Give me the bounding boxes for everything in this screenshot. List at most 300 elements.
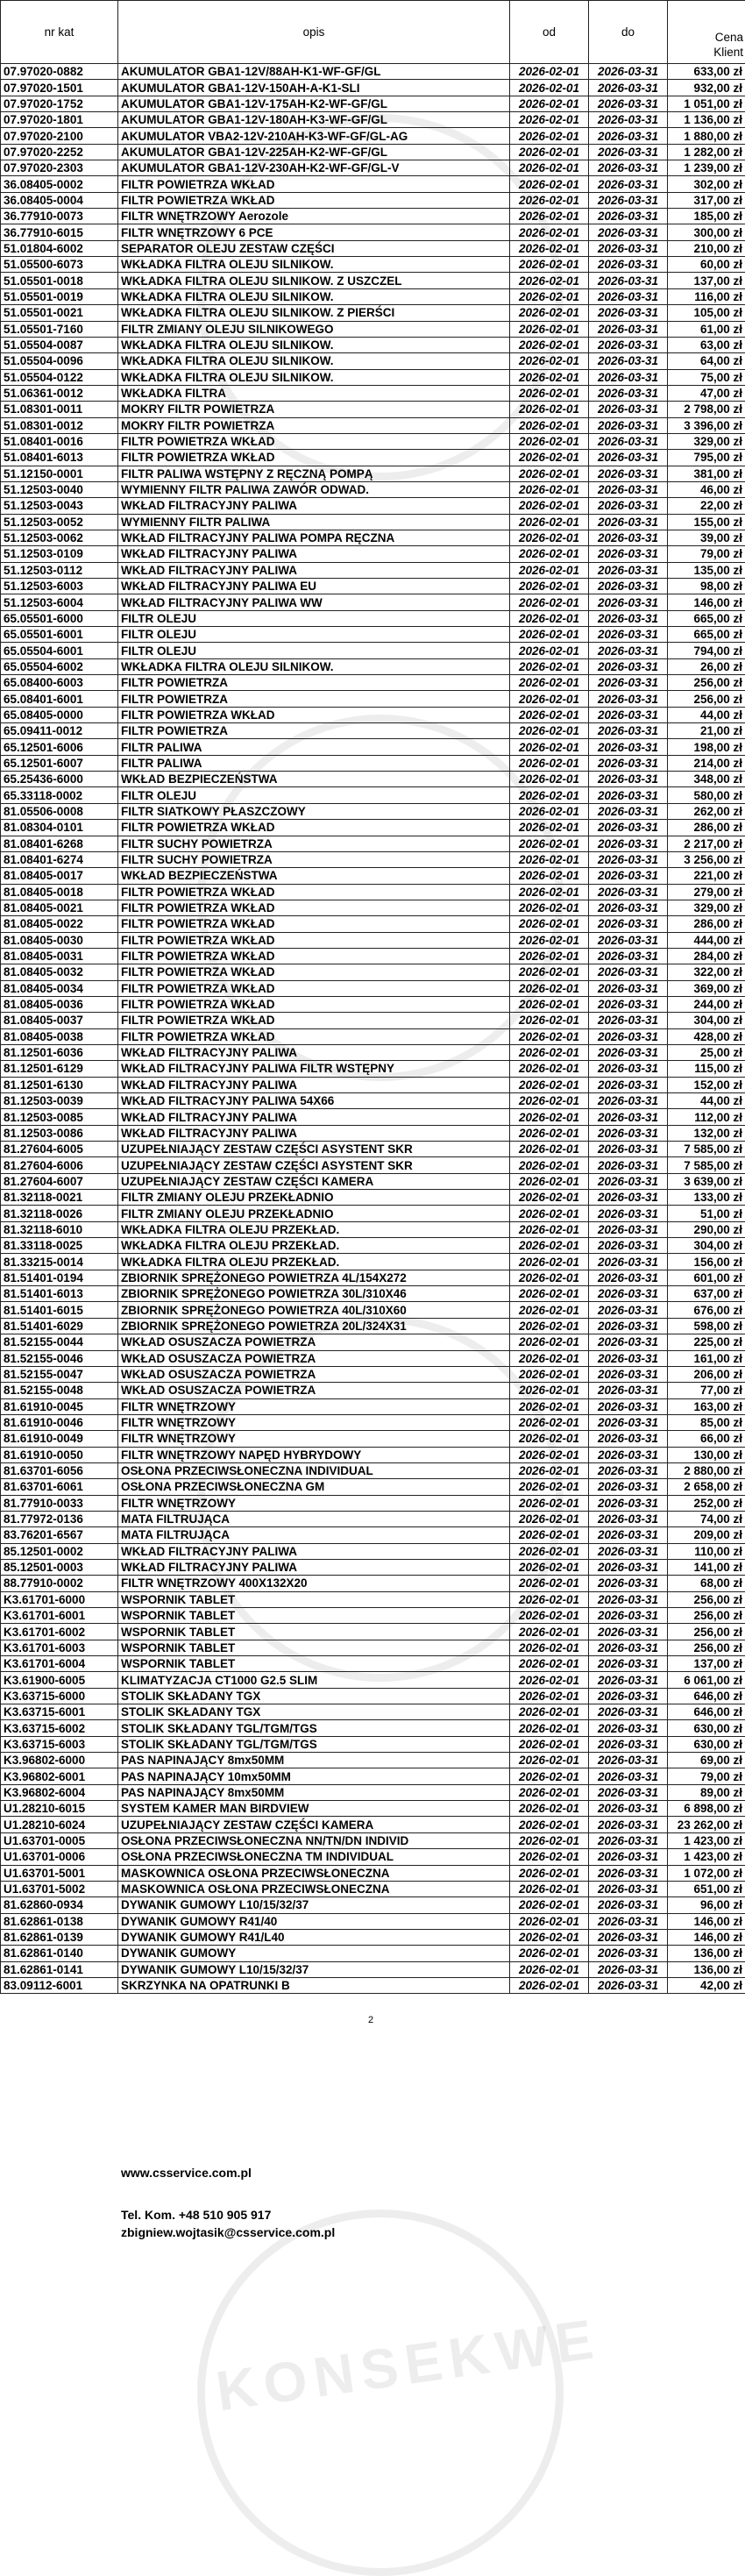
cell-do: 2026-03-31 <box>589 128 668 144</box>
cell-do: 2026-03-31 <box>589 1125 668 1141</box>
cell-cena: 300,00 zł <box>668 224 745 240</box>
table-row <box>1 498 745 514</box>
cell-od: 2026-02-01 <box>510 658 589 674</box>
cell-nr-kat: U1.63701-0006 <box>1 1849 118 1865</box>
cell-opis: PAS NAPINAJĄCY 8mx50MM <box>118 1784 510 1800</box>
cell-od: 2026-02-01 <box>510 1543 589 1559</box>
table-row <box>1 1784 745 1800</box>
cell-do: 2026-03-31 <box>589 1897 668 1913</box>
table-row <box>1 546 745 562</box>
cell-opis: FILTR OLEJU <box>118 787 510 803</box>
cell-nr-kat: 81.32118-0026 <box>1 1206 118 1221</box>
cell-nr-kat: 65.08401-6001 <box>1 691 118 707</box>
cell-opis: WKŁAD FILTRACYJNY PALIWA <box>118 1109 510 1125</box>
cell-nr-kat: 81.62861-0141 <box>1 1961 118 1977</box>
cell-do: 2026-03-31 <box>589 643 668 658</box>
cell-od: 2026-02-01 <box>510 450 589 466</box>
cell-do: 2026-03-31 <box>589 1077 668 1092</box>
cell-od: 2026-02-01 <box>510 1929 589 1945</box>
cell-od: 2026-02-01 <box>510 772 589 787</box>
cell-nr-kat: 81.27604-6007 <box>1 1173 118 1189</box>
cell-nr-kat: 51.06361-0012 <box>1 385 118 401</box>
cell-nr-kat: 51.05504-0122 <box>1 369 118 385</box>
table-row <box>1 594 745 610</box>
cell-opis: FILTR POWIETRZA WKŁAD <box>118 996 510 1012</box>
table-row <box>1 224 745 240</box>
table-row <box>1 1849 745 1865</box>
cell-cena: 381,00 zł <box>668 466 745 481</box>
cell-od: 2026-02-01 <box>510 160 589 176</box>
cell-cena: 115,00 zł <box>668 1061 745 1077</box>
cell-opis: WKŁAD BEZPIECZEŃSTWA <box>118 772 510 787</box>
cell-do: 2026-03-31 <box>589 64 668 80</box>
cell-do: 2026-03-31 <box>589 337 668 352</box>
cell-od: 2026-02-01 <box>510 1753 589 1768</box>
cell-nr-kat: 81.61910-0049 <box>1 1431 118 1447</box>
cell-cena: 646,00 zł <box>668 1688 745 1704</box>
cell-cena: 75,00 zł <box>668 369 745 385</box>
cell-opis: OSŁONA PRZECIWSŁONECZNA GM <box>118 1479 510 1495</box>
table-row <box>1 1479 745 1495</box>
table-row <box>1 787 745 803</box>
table-row <box>1 1077 745 1092</box>
table-row <box>1 402 745 417</box>
cell-opis: OSŁONA PRZECIWSŁONECZNA NN/TN/DN INDIVID <box>118 1832 510 1848</box>
cell-opis: OSŁONA PRZECIWSŁONECZNA INDIVIDUAL <box>118 1462 510 1478</box>
cell-opis: UZUPEŁNIAJĄCY ZESTAW CZĘŚCI ASYSTENT SKR <box>118 1142 510 1157</box>
table-row <box>1 1511 745 1526</box>
cell-nr-kat: 81.05506-0008 <box>1 803 118 819</box>
table-row <box>1 1688 745 1704</box>
cell-nr-kat: 81.61910-0050 <box>1 1447 118 1462</box>
cell-nr-kat: 81.51401-6013 <box>1 1286 118 1302</box>
cell-nr-kat: 81.12501-6130 <box>1 1077 118 1092</box>
cell-do: 2026-03-31 <box>589 1044 668 1060</box>
cell-nr-kat: U1.63701-0005 <box>1 1832 118 1848</box>
cell-do: 2026-03-31 <box>589 1527 668 1543</box>
cell-nr-kat: 81.77972-0136 <box>1 1511 118 1526</box>
cell-cena: 256,00 zł <box>668 1624 745 1640</box>
cell-nr-kat: 65.12501-6007 <box>1 755 118 771</box>
cell-nr-kat: 07.97020-1752 <box>1 96 118 111</box>
cell-do: 2026-03-31 <box>589 273 668 288</box>
cell-od: 2026-02-01 <box>510 1640 589 1655</box>
cell-od: 2026-02-01 <box>510 1350 589 1366</box>
table-row <box>1 1190 745 1206</box>
cell-nr-kat: 83.76201-6567 <box>1 1527 118 1543</box>
cell-od: 2026-02-01 <box>510 433 589 449</box>
table-row <box>1 160 745 176</box>
cell-opis: FILTR PALIWA WSTĘPNY Z RĘCZNĄ POMPĄ <box>118 466 510 481</box>
cell-od: 2026-02-01 <box>510 96 589 111</box>
cell-do: 2026-03-31 <box>589 948 668 964</box>
cell-nr-kat: 81.32118-6010 <box>1 1221 118 1237</box>
cell-od: 2026-02-01 <box>510 1366 589 1382</box>
cell-od: 2026-02-01 <box>510 385 589 401</box>
table-row <box>1 1720 745 1736</box>
cell-cena: 637,00 zł <box>668 1286 745 1302</box>
cell-do: 2026-03-31 <box>589 385 668 401</box>
cell-nr-kat: 51.12503-0040 <box>1 481 118 497</box>
cell-od: 2026-02-01 <box>510 1414 589 1430</box>
cell-do: 2026-03-31 <box>589 562 668 578</box>
table-row <box>1 1318 745 1334</box>
cell-opis: WKŁADKA FILTRA OLEJU SILNIKOW. <box>118 288 510 304</box>
cell-do: 2026-03-31 <box>589 1688 668 1704</box>
cell-opis: ZBIORNIK SPRĘŻONEGO POWIETRZA 40L/310X60 <box>118 1302 510 1318</box>
cell-do: 2026-03-31 <box>589 80 668 96</box>
table-row <box>1 1576 745 1591</box>
cell-nr-kat: 81.63701-6056 <box>1 1462 118 1478</box>
cell-cena: 329,00 zł <box>668 900 745 915</box>
cell-od: 2026-02-01 <box>510 273 589 288</box>
cell-cena: 156,00 zł <box>668 1254 745 1270</box>
table-row <box>1 1142 745 1157</box>
table-row <box>1 257 745 273</box>
cell-do: 2026-03-31 <box>589 1543 668 1559</box>
cell-od: 2026-02-01 <box>510 1028 589 1044</box>
cell-cena: 146,00 zł <box>668 1913 745 1929</box>
cell-od: 2026-02-01 <box>510 1254 589 1270</box>
table-row <box>1 1624 745 1640</box>
cell-nr-kat: 81.52155-0048 <box>1 1383 118 1398</box>
cell-od: 2026-02-01 <box>510 836 589 851</box>
cell-cena: 2 658,00 zł <box>668 1479 745 1495</box>
table-row <box>1 916 745 932</box>
cell-cena: 146,00 zł <box>668 1929 745 1945</box>
table-row <box>1 1527 745 1543</box>
cell-opis: FILTR WNĘTRZOWY 6 PCE <box>118 224 510 240</box>
cell-od: 2026-02-01 <box>510 1913 589 1929</box>
cell-opis: WSPORNIK TABLET <box>118 1591 510 1607</box>
cell-cena: 6 898,00 zł <box>668 1801 745 1817</box>
cell-opis: FILTR SUCHY POWIETRZA <box>118 836 510 851</box>
cell-opis: FILTR WNĘTRZOWY 400X132X20 <box>118 1576 510 1591</box>
cell-do: 2026-03-31 <box>589 1286 668 1302</box>
table-row <box>1 1946 745 1961</box>
cell-do: 2026-03-31 <box>589 1576 668 1591</box>
cell-do: 2026-03-31 <box>589 884 668 900</box>
cell-od: 2026-02-01 <box>510 1801 589 1817</box>
cell-nr-kat: K3.96802-6000 <box>1 1753 118 1768</box>
cell-nr-kat: K3.63715-6000 <box>1 1688 118 1704</box>
cell-opis: FILTR OLEJU <box>118 610 510 626</box>
cell-opis: AKUMULATOR GBA1-12V-230AH-K2-WF-GF/GL-V <box>118 160 510 176</box>
cell-cena: 329,00 zł <box>668 433 745 449</box>
cell-nr-kat: 81.08405-0021 <box>1 900 118 915</box>
cell-nr-kat: K3.61900-6005 <box>1 1672 118 1688</box>
cell-nr-kat: 81.51401-6015 <box>1 1302 118 1318</box>
cell-opis: FILTR POWIETRZA <box>118 723 510 739</box>
cell-od: 2026-02-01 <box>510 739 589 755</box>
cell-opis: FILTR WNĘTRZOWY <box>118 1431 510 1447</box>
cell-do: 2026-03-31 <box>589 1946 668 1961</box>
cell-od: 2026-02-01 <box>510 369 589 385</box>
cell-od: 2026-02-01 <box>510 498 589 514</box>
cell-od: 2026-02-01 <box>510 1720 589 1736</box>
cell-nr-kat: U1.28210-6015 <box>1 1801 118 1817</box>
cell-nr-kat: 65.25436-6000 <box>1 772 118 787</box>
cell-nr-kat: 81.08405-0022 <box>1 916 118 932</box>
cell-opis: FILTR POWIETRZA WKŁAD <box>118 820 510 836</box>
cell-opis: WSPORNIK TABLET <box>118 1656 510 1672</box>
cell-cena: 651,00 zł <box>668 1881 745 1896</box>
table-row <box>1 1254 745 1270</box>
cell-od: 2026-02-01 <box>510 514 589 530</box>
cell-do: 2026-03-31 <box>589 900 668 915</box>
table-row <box>1 1961 745 1977</box>
table-row <box>1 755 745 771</box>
cell-do: 2026-03-31 <box>589 1753 668 1768</box>
cell-do: 2026-03-31 <box>589 1640 668 1655</box>
cell-cena: 1 423,00 zł <box>668 1849 745 1865</box>
cell-nr-kat: 83.09112-6001 <box>1 1977 118 1993</box>
cell-nr-kat: 81.51401-0194 <box>1 1270 118 1285</box>
cell-opis: WKŁAD BEZPIECZEŃSTWA <box>118 868 510 884</box>
cell-od: 2026-02-01 <box>510 466 589 481</box>
cell-od: 2026-02-01 <box>510 610 589 626</box>
cell-opis: WKŁAD OSUSZACZA POWIETRZA <box>118 1334 510 1350</box>
table-row <box>1 1270 745 1285</box>
cell-do: 2026-03-31 <box>589 1142 668 1157</box>
cell-nr-kat: 81.08405-0030 <box>1 932 118 948</box>
cell-od: 2026-02-01 <box>510 996 589 1012</box>
cell-cena: 44,00 zł <box>668 707 745 722</box>
cell-do: 2026-03-31 <box>589 1817 668 1832</box>
cell-od: 2026-02-01 <box>510 675 589 691</box>
footer-website[interactable]: www.csservice.com.pl <box>121 2166 252 2180</box>
cell-do: 2026-03-31 <box>589 1013 668 1028</box>
cell-od: 2026-02-01 <box>510 530 589 545</box>
cell-opis: DYWANIK GUMOWY L10/15/32/37 <box>118 1897 510 1913</box>
cell-od: 2026-02-01 <box>510 980 589 996</box>
col-header-do: do <box>589 1 668 64</box>
table-row <box>1 868 745 884</box>
cell-opis: WKŁAD FILTRACYJNY PALIWA FILTR WSTĘPNY <box>118 1061 510 1077</box>
cell-do: 2026-03-31 <box>589 112 668 128</box>
cell-cena: 1 136,00 zł <box>668 112 745 128</box>
cell-nr-kat: 51.05501-0019 <box>1 288 118 304</box>
cell-nr-kat: 07.97020-2252 <box>1 144 118 160</box>
cell-od: 2026-02-01 <box>510 1157 589 1173</box>
cell-do: 2026-03-31 <box>589 658 668 674</box>
cell-opis: WKŁADKA FILTRA OLEJU SILNIKOW. <box>118 257 510 273</box>
cell-opis: FILTR ZMIANY OLEJU PRZEKŁADNIO <box>118 1206 510 1221</box>
cell-opis: KLIMATYZACJA CT1000 G2.5 SLIM <box>118 1672 510 1688</box>
cell-nr-kat: 51.12503-6004 <box>1 594 118 610</box>
cell-do: 2026-03-31 <box>589 1190 668 1206</box>
table-row <box>1 1109 745 1125</box>
cell-do: 2026-03-31 <box>589 1608 668 1624</box>
cell-od: 2026-02-01 <box>510 1832 589 1848</box>
cell-opis: FILTR POWIETRZA WKŁAD <box>118 707 510 722</box>
cell-cena: 1 072,00 zł <box>668 1865 745 1881</box>
cell-opis: SEPARATOR OLEJU ZESTAW CZĘŚCI <box>118 240 510 256</box>
cell-opis: DYWANIK GUMOWY R41/L40 <box>118 1929 510 1945</box>
cell-cena: 1 239,00 zł <box>668 160 745 176</box>
cell-opis: MOKRY FILTR POWIETRZA <box>118 417 510 433</box>
cell-do: 2026-03-31 <box>589 466 668 481</box>
cell-cena: 2 217,00 zł <box>668 836 745 851</box>
cell-cena: 302,00 zł <box>668 176 745 192</box>
cell-do: 2026-03-31 <box>589 1318 668 1334</box>
cell-cena: 98,00 zł <box>668 579 745 594</box>
cell-cena: 244,00 zł <box>668 996 745 1012</box>
cell-od: 2026-02-01 <box>510 916 589 932</box>
table-row <box>1 1044 745 1060</box>
cell-od: 2026-02-01 <box>510 1077 589 1092</box>
table-row <box>1 1414 745 1430</box>
cell-cena: 60,00 zł <box>668 257 745 273</box>
table-row <box>1 643 745 658</box>
cell-opis: UZUPEŁNIAJĄCY ZESTAW CZĘŚCI KAMERA <box>118 1173 510 1189</box>
cell-od: 2026-02-01 <box>510 144 589 160</box>
cell-do: 2026-03-31 <box>589 1206 668 1221</box>
cell-do: 2026-03-31 <box>589 288 668 304</box>
cell-nr-kat: 81.12501-6036 <box>1 1044 118 1060</box>
cell-cena: 256,00 zł <box>668 1591 745 1607</box>
cell-do: 2026-03-31 <box>589 402 668 417</box>
cell-opis: WKŁADKA FILTRA OLEJU PRZEKŁAD. <box>118 1221 510 1237</box>
cell-opis: STOLIK SKŁADANY TGX <box>118 1688 510 1704</box>
table-row <box>1 1801 745 1817</box>
cell-opis: WKŁAD FILTRACYJNY PALIWA <box>118 498 510 514</box>
cell-cena: 646,00 zł <box>668 1704 745 1720</box>
cell-nr-kat: 51.05501-7160 <box>1 321 118 337</box>
cell-opis: FILTR POWIETRZA WKŁAD <box>118 884 510 900</box>
cell-do: 2026-03-31 <box>589 1768 668 1784</box>
cell-od: 2026-02-01 <box>510 192 589 208</box>
cell-cena: 304,00 zł <box>668 1238 745 1254</box>
table-row <box>1 337 745 352</box>
cell-od: 2026-02-01 <box>510 787 589 803</box>
cell-cena: 77,00 zł <box>668 1383 745 1398</box>
cell-cena: 221,00 zł <box>668 868 745 884</box>
cell-cena: 66,00 zł <box>668 1431 745 1447</box>
cell-nr-kat: 81.08405-0034 <box>1 980 118 996</box>
table-row <box>1 385 745 401</box>
cell-opis: FILTR POWIETRZA WKŁAD <box>118 176 510 192</box>
cell-nr-kat: 81.52155-0046 <box>1 1350 118 1366</box>
table-row <box>1 1768 745 1784</box>
cell-od: 2026-02-01 <box>510 1511 589 1526</box>
table-row <box>1 240 745 256</box>
cell-do: 2026-03-31 <box>589 1109 668 1125</box>
cell-cena: 25,00 zł <box>668 1044 745 1060</box>
cell-do: 2026-03-31 <box>589 433 668 449</box>
cell-od: 2026-02-01 <box>510 546 589 562</box>
cell-nr-kat: 81.08405-0032 <box>1 964 118 980</box>
cell-od: 2026-02-01 <box>510 1576 589 1591</box>
cell-do: 2026-03-31 <box>589 675 668 691</box>
table-row <box>1 1125 745 1141</box>
cell-od: 2026-02-01 <box>510 112 589 128</box>
cell-cena: 136,00 zł <box>668 1946 745 1961</box>
cell-cena: 74,00 zł <box>668 1511 745 1526</box>
cell-do: 2026-03-31 <box>589 964 668 980</box>
cell-od: 2026-02-01 <box>510 1736 589 1752</box>
cell-do: 2026-03-31 <box>589 160 668 176</box>
watermark-text: KONSEKWE <box>212 2306 604 2424</box>
table-row <box>1 305 745 321</box>
cell-cena: 256,00 zł <box>668 691 745 707</box>
cell-cena: 137,00 zł <box>668 1656 745 1672</box>
cell-od: 2026-02-01 <box>510 1527 589 1543</box>
cell-do: 2026-03-31 <box>589 1093 668 1109</box>
cell-opis: UZUPEŁNIAJĄCY ZESTAW CZĘŚCI KAMERA <box>118 1817 510 1832</box>
cell-do: 2026-03-31 <box>589 980 668 996</box>
cell-od: 2026-02-01 <box>510 1093 589 1109</box>
cell-opis: PAS NAPINAJĄCY 10mx50MM <box>118 1768 510 1784</box>
cell-od: 2026-02-01 <box>510 1383 589 1398</box>
cell-nr-kat: 65.08405-0000 <box>1 707 118 722</box>
table-row <box>1 112 745 128</box>
cell-nr-kat: 36.77910-6015 <box>1 224 118 240</box>
cell-nr-kat: U1.63701-5002 <box>1 1881 118 1896</box>
cell-nr-kat: 07.97020-2100 <box>1 128 118 144</box>
cell-do: 2026-03-31 <box>589 1431 668 1447</box>
table-row <box>1 80 745 96</box>
cell-cena: 1 282,00 zł <box>668 144 745 160</box>
cell-cena: 112,00 zł <box>668 1109 745 1125</box>
cell-opis: WKŁAD FILTRACYJNY PALIWA POMPA RĘCZNA <box>118 530 510 545</box>
cell-od: 2026-02-01 <box>510 1672 589 1688</box>
cell-do: 2026-03-31 <box>589 96 668 111</box>
cell-nr-kat: 81.08401-6274 <box>1 851 118 867</box>
cell-cena: 601,00 zł <box>668 1270 745 1285</box>
cell-nr-kat: 51.05501-0018 <box>1 273 118 288</box>
table-row <box>1 1462 745 1478</box>
cell-cena: 63,00 zł <box>668 337 745 352</box>
cell-do: 2026-03-31 <box>589 1028 668 1044</box>
table-row <box>1 1591 745 1607</box>
cell-od: 2026-02-01 <box>510 1190 589 1206</box>
cell-do: 2026-03-31 <box>589 1366 668 1382</box>
cell-do: 2026-03-31 <box>589 1221 668 1237</box>
cell-cena: 633,00 zł <box>668 64 745 80</box>
table-row <box>1 1977 745 1993</box>
col-header-od: od <box>510 1 589 64</box>
cell-cena: 317,00 zł <box>668 192 745 208</box>
cell-nr-kat: U1.63701-5001 <box>1 1865 118 1881</box>
cell-nr-kat: 81.27604-6006 <box>1 1157 118 1173</box>
table-row <box>1 288 745 304</box>
cell-nr-kat: 51.08401-0016 <box>1 433 118 449</box>
cell-opis: WSPORNIK TABLET <box>118 1624 510 1640</box>
klient-label: Klient <box>713 46 743 59</box>
cell-do: 2026-03-31 <box>589 787 668 803</box>
table-row <box>1 1398 745 1414</box>
cell-opis: FILTR ZMIANY OLEJU SILNIKOWEGO <box>118 321 510 337</box>
cell-opis: MOKRY FILTR POWIETRZA <box>118 402 510 417</box>
table-row <box>1 1559 745 1575</box>
cell-od: 2026-02-01 <box>510 288 589 304</box>
table-row <box>1 1736 745 1752</box>
cell-opis: WKŁAD FILTRACYJNY PALIWA WW <box>118 594 510 610</box>
cell-cena: 676,00 zł <box>668 1302 745 1318</box>
table-row <box>1 1447 745 1462</box>
cell-opis: AKUMULATOR VBA2-12V-210AH-K3-WF-GF/GL-AG <box>118 128 510 144</box>
table-row <box>1 1897 745 1913</box>
cell-do: 2026-03-31 <box>589 1511 668 1526</box>
cell-do: 2026-03-31 <box>589 353 668 369</box>
footer-email[interactable]: zbigniew.wojtasik@csservice.com.pl <box>121 2225 335 2239</box>
cell-cena: 598,00 zł <box>668 1318 745 1334</box>
cell-opis: FILTR POWIETRZA <box>118 691 510 707</box>
table-row <box>1 1334 745 1350</box>
cell-do: 2026-03-31 <box>589 176 668 192</box>
header-row <box>1 1 745 64</box>
